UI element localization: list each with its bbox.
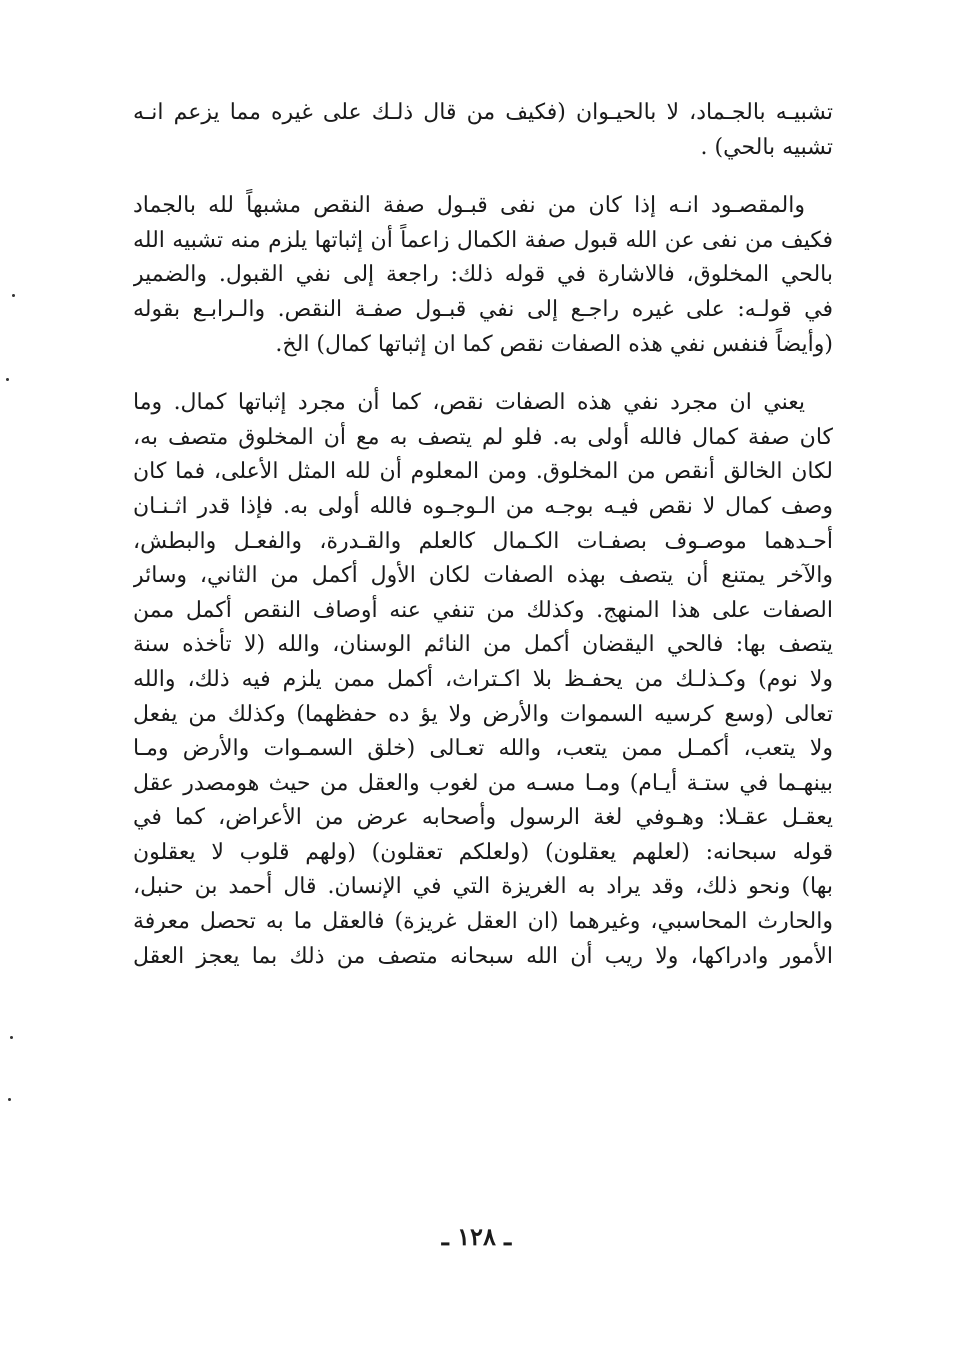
text-line: تشبيه بالحي) . — [700, 134, 833, 160]
text-line: ولا نوم) وكـذلـك من يحفـظ بلا اكـتراث، أكمل ممن يلزم فيه ذلك، والله — [133, 666, 833, 692]
scan-speck — [6, 378, 9, 381]
text-line: والمقصـود انـه إذا كان من نفى قبـول صفة النقص مشبهاً لله بالجماد — [133, 193, 805, 219]
text-line: (وأيضاً فنفس نفي هذه الصفات نقص كما ان إثباتها كمال) الخ. — [275, 331, 833, 357]
paragraph-3 — [133, 386, 833, 974]
text-line: قوله سبحانه: (لعلهم يعقلون) (ولعلكم تعقلون) (ولهم قلوب لا يعقلون — [133, 839, 833, 865]
text-line: يعني ان مجرد نفي هذه الصفات نقص، كما أن مجرد إثباتها كمال. وما — [133, 390, 805, 416]
text-line: فكيف من نفى عن الله قبول صفة الكمال زاعماً أن إثباتها يلزم منه تشبيه الله — [133, 227, 833, 253]
text-line: بالحي المخلوق، فالاشارة في قوله ذلك: راجعة إلى نفي القبول. والضمير — [133, 262, 833, 288]
text-line: بها) ونحو ذلك، وقد يراد به الغريزة التي في الإنسان. قال أحمد بن حنبل، — [133, 874, 833, 900]
text-line: تعالى (وسع كرسيه السموات والأرض ولا يؤ ده حفظهما) وكذلك من يفعل — [133, 701, 833, 727]
text-line: الأمور وادراكها، ولا ريب أن الله سبحانه متصف من ذلك بما يعجز العقل — [133, 943, 833, 969]
scan-speck — [8, 1098, 11, 1101]
text-line: يتصف بها: فالحي اليقضان أكمل من النائم الوسنان، والله (لا تأخذه سنة — [133, 632, 833, 658]
text-line: أحـدهما موصـوف بصفـات الكـمال كالعلم والقـدرة، والفعـل والبطش، — [133, 528, 833, 554]
text-line: في قولـه: على غيره راجـع إلى نفي قبـول صفـة النقص. والـرابـع بقوله — [133, 296, 833, 322]
document-page — [133, 96, 833, 974]
text-line: بينهـما في ستـة أيـام) ومـا مسـه من لغوب والعقل من حيث هومصدر عقل — [133, 770, 833, 796]
scan-speck — [10, 1036, 13, 1039]
text-line: يعقـل عقـلا: وهـوفي لغة الرسول وأصحابه عرض من الأعراض، كما في — [133, 805, 833, 831]
text-line: الصفات على هذا المنهج. وكذلك من تنفي عنه أوصاف النقص أكمل ممن — [133, 597, 833, 623]
text-line: ولا يتعب، أكمـل ممن يتعب، والله تعـالى (خلق السمـوات والأرض ومـا — [133, 736, 833, 762]
scan-speck — [12, 294, 15, 297]
page-number: ـ ١٢٨ ـ — [441, 1222, 512, 1251]
text-line: تشبيـه بالجـماد، لا بالحيـوان (فكيف من قال ذلـك على غيره مما يزعم انـه — [133, 100, 833, 125]
text-line: وصف كمال لا نقص فيـه بوجـه من الـوجـوه فالله أولى به. فإذا قدر اثـنـان — [133, 493, 833, 519]
paragraph-2 — [133, 189, 833, 362]
text-line: والحارث المحاسبي، وغيرهما (ان العقل غريزة) فالعقل ما به تحصل معرفة — [133, 909, 833, 935]
text-line: لكان الخالق أنقص من المخلوق. ومن المعلوم أن لله المثل الأعلى، فما كان — [133, 459, 833, 485]
paragraph-1 — [133, 96, 833, 165]
text-line: والآخر يمتنع أن يتصف بهذه الصفات لكان الأول أكمل من الثاني، وسائر — [133, 563, 833, 589]
text-line: كان صفة كمال فالله أولى به. فلو لم يتصف به مع أن المخلوق متصف به، — [133, 424, 833, 450]
